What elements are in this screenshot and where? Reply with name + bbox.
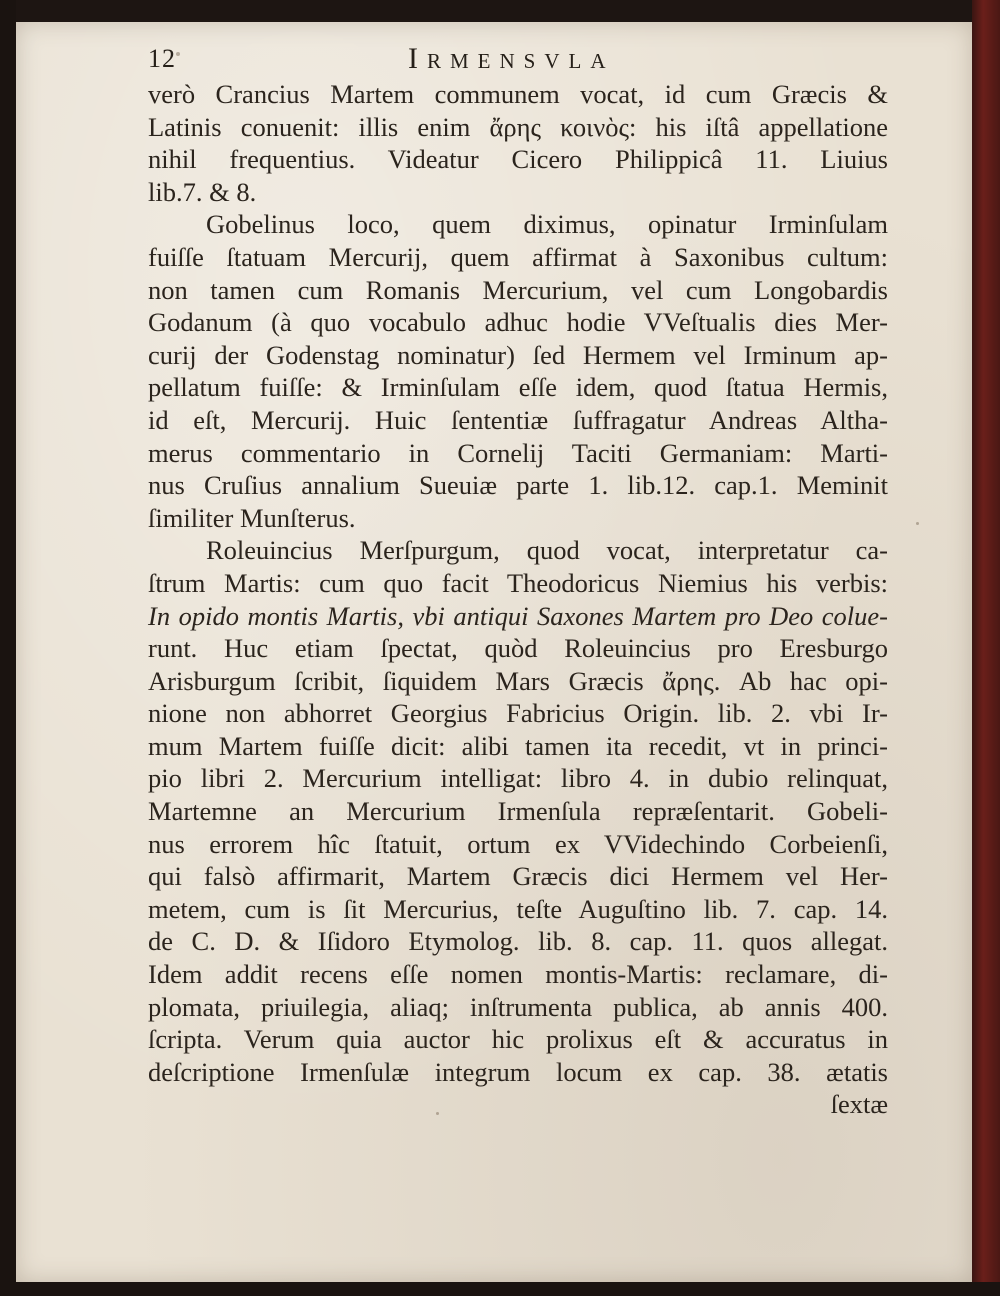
text-line: verò Crancius Martem communem vocat, id cum Græcis & (148, 79, 888, 109)
text-line: nus errorem hîc ſtatuit, ortum ex VVidechindo Corbeienſi, (148, 828, 888, 859)
running-title: Irmensvla (408, 42, 615, 75)
text-line: Idem addit recens eſſe nomen montis-Martis: reclamare, di- (148, 959, 888, 990)
text-line: ſtrum Martis: cum quo facit Theodoricus Niemius his verbis: (148, 567, 888, 598)
text-line: qui falsò affirmarit, Martem Græcis dici Hermem vel Her- (148, 861, 888, 892)
scan-border-top (0, 0, 1000, 22)
text-line: id eſt, Mercurij. Huic ſententiæ ſuffragatur Andreas Altha- (148, 404, 888, 435)
text-line: mum Martem fuiſſe dicit: alibi tamen ita recedit, vt in princi- (148, 730, 888, 761)
text-line: ſimiliter Munſterus. (148, 502, 356, 533)
text-line: In opido montis Martis, vbi antiqui Saxones Martem pro Deo colue- (148, 600, 888, 631)
running-head (148, 40, 888, 80)
text-line: de C. D. & Iſidoro Etymolog. lib. 8. cap. 11. quos allegat. (148, 926, 888, 957)
scan-border-bottom (0, 1282, 1000, 1296)
body-text (148, 78, 888, 1121)
text-line: Latinis conuenit: illis enim ἄρης κοινὸς: his iſtâ appellatione (148, 111, 888, 142)
paragraph-start-line: Roleuincius Merſpurgum, quod vocat, interpretatur ca- (206, 535, 888, 566)
paragraph-start-line: Gobelinus loco, quem diximus, opinatur Irminſulam (206, 209, 888, 240)
text-line: pellatum fuiſſe: & Irminſulam eſſe idem, quod ſtatua Hermis, (148, 372, 888, 403)
text-line: Arisburgum ſcribit, ſiquidem Mars Græcis ἄρης. Ab hac opi- (148, 665, 888, 696)
text-line: curij der Godenstag nominatur) ſed Hermem vel Irminum ap- (148, 339, 888, 370)
book-binding-edge (972, 0, 1000, 1296)
text-line: nione non abhorret Georgius Fabricius Origin. lib. 2. vbi Ir- (148, 698, 888, 729)
page-number: 12 (148, 44, 176, 73)
text-line: pio libri 2. Mercurium intelligat: libro 4. in dubio relinquat, (148, 763, 888, 794)
text-line: runt. Huc etiam ſpectat, quòd Roleuincius pro Eresburgo (148, 633, 888, 664)
text-line: plomata, priuilegia, aliaq; inſtrumenta publica, ab annis 400. (148, 991, 888, 1022)
text-line: deſcriptione Irmenſulæ integrum locum ex cap. 38. ætatis (148, 1056, 888, 1087)
text-line: fuiſſe ſtatuam Mercurij, quem affirmat à Saxonibus cultum: (148, 241, 888, 272)
text-line: ſcripta. Verum quia auctor hic prolixus eſt & accuratus in (148, 1024, 888, 1055)
catchword: ſextæ (830, 1089, 888, 1120)
text-line: Martemne an Mercurium Irmenſula repræſentarit. Gobeli- (148, 796, 888, 827)
text-line: merus commentario in Cornelij Taciti Germaniam: Marti- (148, 437, 888, 468)
text-line: nihil frequentius. Videatur Cicero Philippicâ 11. Liuius (148, 144, 888, 175)
text-line: lib.7. & 8. (148, 176, 257, 207)
scan-border-left (0, 0, 16, 1296)
text-line: nus Cruſius annalium Sueuiæ parte 1. lib.12. cap.1. Meminit (148, 470, 888, 501)
text-line: Godanum (à quo vocabulo adhuc hodie VVeſtualis dies Mer- (148, 307, 888, 338)
text-line: metem, cum is ſit Mercurius, teſte Auguſtino lib. 7. cap. 14. (148, 893, 888, 924)
text-line: non tamen cum Romanis Mercurium, vel cum Longobardis (148, 274, 888, 305)
